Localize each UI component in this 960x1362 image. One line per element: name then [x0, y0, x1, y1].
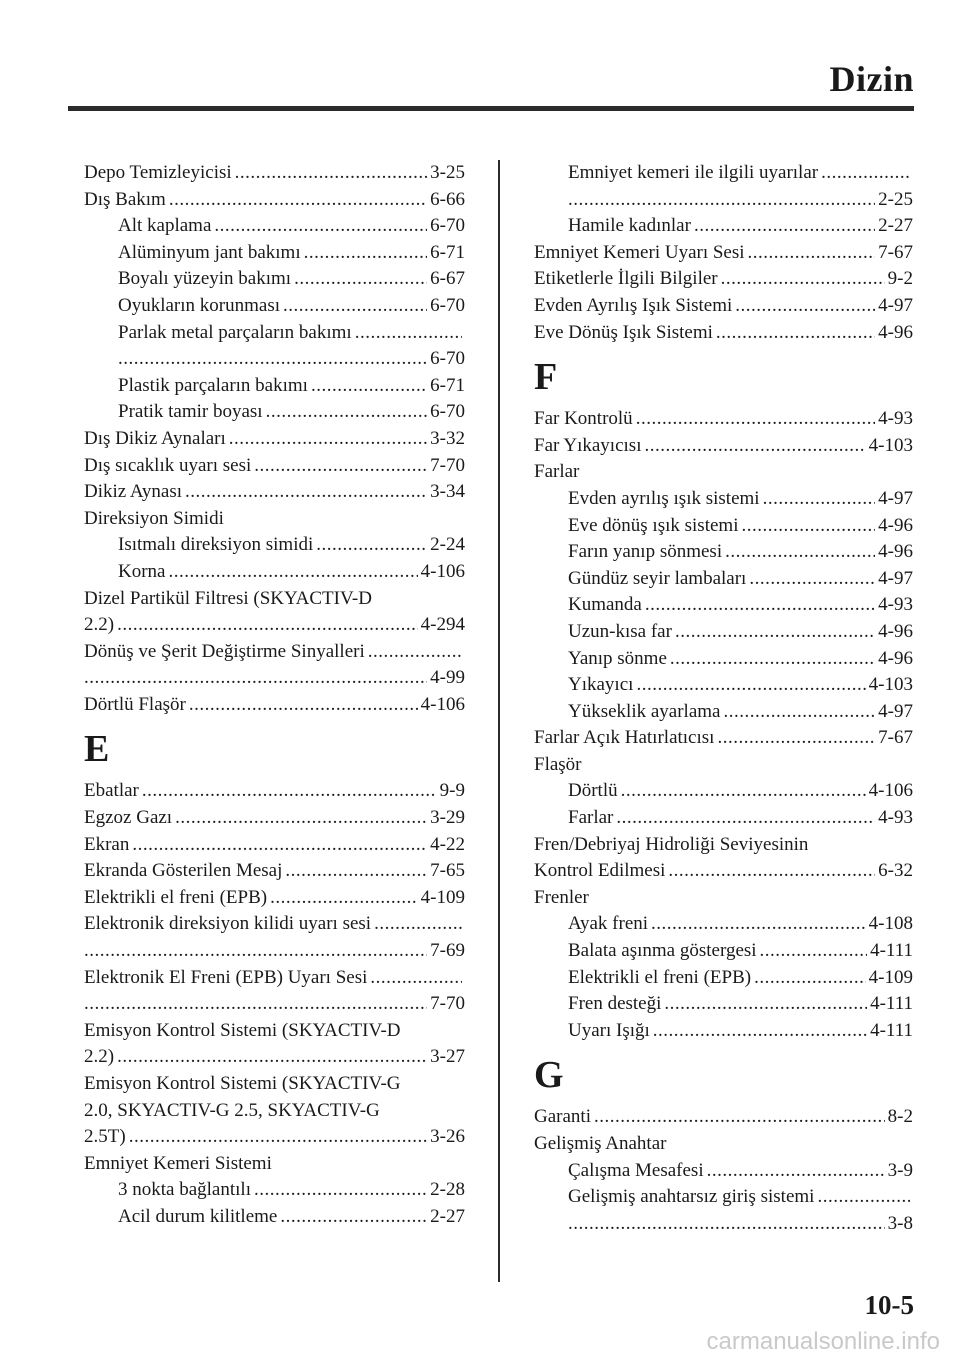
entry-page-ref: 4-96 — [878, 620, 913, 642]
entry-page-ref: 3-8 — [887, 1212, 913, 1234]
dot-leader — [175, 805, 427, 832]
entry-term: Farlar Açık Hatırlatıcısı — [534, 727, 715, 749]
index-entry — [84, 665, 465, 692]
entry-page-ref: 3-25 — [430, 162, 465, 183]
entry-term: Ayak freni — [568, 913, 649, 935]
entry-page-ref: 3-9 — [887, 1159, 913, 1181]
dot-leader — [741, 513, 875, 540]
entry-term: 2.0, SKYACTIV-G 2.5, SKYACTIV-G — [84, 1099, 380, 1121]
dot-leader — [568, 187, 875, 214]
entry-page-ref: 9-2 — [887, 268, 913, 290]
dot-leader — [694, 213, 875, 240]
index-entry — [84, 1044, 465, 1071]
index-entry — [84, 586, 465, 613]
dot-leader — [189, 692, 418, 719]
entry-term: Korna — [118, 560, 166, 582]
dot-leader — [285, 858, 427, 885]
dot-leader — [280, 1204, 427, 1231]
entry-term: Kumanda — [568, 594, 642, 616]
index-subentry — [534, 646, 913, 673]
entry-term: 3 nokta bağlantılı — [118, 1179, 251, 1201]
entry-page-ref: 3-27 — [430, 1046, 465, 1068]
dot-leader — [723, 699, 875, 726]
index-subentry — [534, 187, 913, 214]
dot-leader — [644, 433, 865, 460]
section-letter: F — [534, 356, 558, 399]
dot-leader — [117, 1044, 427, 1071]
entry-term: Kontrol Edilmesi — [534, 860, 666, 882]
entry-page-ref: 4-109 — [868, 966, 913, 988]
dot-leader — [616, 805, 875, 832]
entry-term: Direksiyon Simidi — [84, 507, 224, 529]
entry-term: Ebatlar — [84, 780, 139, 802]
entry-term: Depo Temizleyicisi — [84, 162, 232, 183]
entry-term: Far Kontrolü — [534, 408, 633, 430]
index-subentry — [84, 1177, 465, 1204]
dot-leader — [636, 672, 865, 699]
dot-leader — [668, 858, 875, 885]
entry-page-ref: 4-111 — [870, 993, 913, 1015]
entry-term: Dönüş ve Şerit Değiştirme Sinyalleri — [84, 640, 365, 662]
dot-leader — [235, 160, 428, 187]
dot-leader — [725, 539, 875, 566]
index-entry — [84, 160, 465, 187]
entry-term: Dizel Partikül Filtresi (SKYACTIV-D — [84, 587, 372, 609]
entry-term: Eve dönüş ışık sistemi — [568, 514, 739, 536]
entry-term: Plastik parçaların bakımı — [118, 374, 308, 396]
dot-leader — [118, 346, 427, 373]
index-entry — [534, 240, 913, 267]
index-entry — [534, 266, 913, 293]
dot-leader — [821, 160, 910, 187]
entry-page-ref: 4-96 — [878, 541, 913, 563]
entry-term: Ekranda Gösterilen Mesaj — [84, 860, 283, 882]
index-subentry — [534, 991, 913, 1018]
dot-leader — [266, 399, 428, 426]
entry-page-ref: 4-108 — [868, 913, 913, 935]
dot-leader — [254, 1177, 427, 1204]
index-subentry — [534, 1211, 913, 1238]
index-subentry — [84, 559, 465, 586]
index-entry — [84, 965, 465, 992]
entry-term: Dikiz Aynası — [84, 481, 182, 503]
dot-leader — [168, 559, 417, 586]
entry-term: Yükseklik ayarlama — [568, 700, 721, 722]
index-entry — [84, 1151, 465, 1178]
entry-page-ref: 6-70 — [430, 294, 465, 316]
dot-leader — [636, 406, 875, 433]
entry-term: Uzun-kısa far — [568, 620, 672, 642]
index-subentry — [534, 1018, 913, 1045]
entry-page-ref: 4-111 — [870, 940, 913, 962]
entry-page-ref: 3-29 — [430, 807, 465, 829]
entry-term: Garanti — [534, 1106, 591, 1128]
index-column-right — [534, 160, 913, 1237]
index-subentry — [534, 778, 913, 805]
entry-page-ref: 6-32 — [878, 860, 913, 882]
entry-page-ref: 7-65 — [430, 860, 465, 882]
dot-leader — [304, 240, 428, 267]
dot-leader — [721, 266, 885, 293]
dot-leader — [653, 1018, 867, 1045]
index-entry — [84, 426, 465, 453]
index-entry — [84, 832, 465, 859]
entry-term: Dış Bakım — [84, 188, 166, 210]
index-entry — [84, 911, 465, 938]
section-letter: E — [84, 728, 110, 771]
index-subentry — [84, 532, 465, 559]
index-subentry — [84, 293, 465, 320]
dot-leader — [84, 991, 427, 1018]
index-subentry — [534, 160, 913, 187]
entry-term: Frenler — [534, 886, 589, 908]
entry-term: Uyarı Işığı — [568, 1019, 650, 1041]
dot-leader — [568, 1211, 885, 1238]
entry-page-ref: 4-103 — [868, 674, 913, 696]
entry-page-ref: 7-67 — [878, 727, 913, 749]
entry-term: Çalışma Mesafesi — [568, 1159, 704, 1181]
dot-leader — [675, 619, 875, 646]
page-title: Dizin — [829, 59, 914, 99]
entry-page-ref: 7-70 — [430, 454, 465, 476]
entry-page-ref: 2-27 — [878, 215, 913, 237]
index-subentry — [84, 373, 465, 400]
index-subentry — [534, 486, 913, 513]
entry-term: Emisyon Kontrol Sistemi (SKYACTIV-G — [84, 1073, 401, 1094]
index-subentry — [84, 266, 465, 293]
dot-leader — [270, 885, 418, 912]
index-subentry — [84, 346, 465, 373]
index-entry — [534, 858, 913, 885]
entry-term: Isıtmalı direksiyon simidi — [118, 534, 314, 556]
dot-leader — [717, 725, 875, 752]
entry-page-ref: 4-97 — [878, 294, 913, 316]
entry-page-ref: 7-67 — [878, 241, 913, 263]
entry-page-ref: 3-34 — [430, 481, 465, 503]
entry-term: Acil durum kilitleme — [118, 1205, 278, 1227]
entry-page-ref: 2-25 — [878, 188, 913, 210]
entry-term: 2.5T) — [84, 1126, 126, 1148]
entry-page-ref: 4-97 — [878, 700, 913, 722]
header-rule — [68, 106, 914, 111]
entry-term: Farın yanıp sönmesi — [568, 541, 723, 563]
entry-term: 2.2) — [84, 1046, 115, 1068]
index-entry — [84, 639, 465, 666]
entry-term: Emisyon Kontrol Sistemi (SKYACTIV-D — [84, 1019, 401, 1041]
index-entry — [84, 612, 465, 639]
index-subentry — [534, 213, 913, 240]
index-subentry — [534, 805, 913, 832]
entry-page-ref: 6-71 — [430, 374, 465, 396]
index-subentry — [84, 240, 465, 267]
entry-term: Alt kaplama — [118, 215, 212, 237]
entry-term: 2.2) — [84, 614, 115, 636]
entry-page-ref: 4-109 — [420, 886, 465, 908]
dot-leader — [749, 566, 875, 593]
dot-leader — [763, 486, 876, 513]
dot-leader — [716, 320, 875, 347]
dot-leader — [651, 911, 866, 938]
entry-term: Emniyet Kemeri Sistemi — [84, 1152, 272, 1174]
dot-leader — [142, 778, 437, 805]
index-entry — [84, 453, 465, 480]
dot-leader — [370, 965, 462, 992]
dot-leader — [117, 612, 418, 639]
index-entry — [534, 885, 913, 912]
dot-leader — [316, 532, 427, 559]
index-entry — [534, 406, 913, 433]
entry-page-ref: 4-96 — [878, 647, 913, 669]
dot-leader — [132, 832, 427, 859]
entry-term: Ekran — [84, 833, 130, 855]
entry-page-ref: 6-70 — [430, 215, 465, 237]
dot-leader — [229, 426, 427, 453]
entry-term: Evden Ayrılış Işık Sistemi — [534, 294, 733, 316]
dot-leader — [707, 1158, 885, 1185]
index-entry — [84, 1098, 465, 1125]
entry-page-ref: 7-70 — [430, 993, 465, 1015]
index-entry — [84, 858, 465, 885]
index-subentry — [534, 592, 913, 619]
entry-page-ref: 4-93 — [878, 408, 913, 430]
watermark: carmanualsonline.info — [706, 1328, 940, 1355]
dot-leader — [374, 911, 462, 938]
entry-page-ref: 4-103 — [868, 434, 913, 456]
index-entry — [534, 320, 913, 347]
entry-page-ref: 4-97 — [878, 487, 913, 509]
entry-page-ref: 4-93 — [878, 807, 913, 829]
index-entry — [84, 778, 465, 805]
index-subentry — [84, 320, 465, 347]
entry-term: Balata aşınma göstergesi — [568, 940, 757, 962]
entry-term: Hamile kadınlar — [568, 215, 691, 237]
index-entry — [84, 1124, 465, 1151]
entry-page-ref: 9-9 — [439, 780, 465, 802]
index-entry — [534, 725, 913, 752]
dot-leader — [283, 293, 427, 320]
dot-leader — [670, 646, 875, 673]
entry-page-ref: 4-111 — [870, 1019, 913, 1041]
index-entry — [534, 832, 913, 859]
entry-term: Emniyet kemeri ile ilgili uyarılar — [568, 162, 819, 183]
index-entry — [84, 1018, 465, 1045]
entry-page-ref: 2-28 — [430, 1179, 465, 1201]
dot-leader — [621, 778, 866, 805]
entry-term: Elektrikli el freni (EPB) — [84, 886, 268, 908]
entry-term: Elektronik El Freni (EPB) Uyarı Sesi — [84, 966, 368, 988]
entry-term: Dış Dikiz Aynaları — [84, 427, 226, 449]
entry-term: Dörtlü — [568, 780, 618, 802]
dot-leader — [817, 1184, 910, 1211]
index-entry — [84, 938, 465, 965]
entry-term: Dış sıcaklık uyarı sesi — [84, 454, 252, 476]
index-subentry — [534, 911, 913, 938]
dot-leader — [355, 320, 462, 347]
entry-page-ref: 4-22 — [430, 833, 465, 855]
dot-leader — [754, 965, 866, 992]
entry-page-ref: 2-24 — [430, 534, 465, 556]
entry-page-ref: 4-294 — [420, 614, 465, 636]
index-entry — [534, 293, 913, 320]
page-number: 10-5 — [864, 1290, 914, 1320]
entry-term: Fren/Debriyaj Hidroliği Seviyesinin — [534, 833, 809, 855]
entry-page-ref: 6-71 — [430, 241, 465, 263]
entry-term: Gelişmiş anahtarsız giriş sistemi — [568, 1186, 815, 1208]
entry-page-ref: 4-106 — [420, 693, 465, 715]
index-entry — [534, 433, 913, 460]
dot-leader — [311, 373, 427, 400]
index-entry — [84, 1071, 465, 1098]
entry-page-ref: 4-96 — [878, 514, 913, 536]
dot-leader — [84, 938, 427, 965]
entry-term: Yıkayıcı — [568, 674, 634, 696]
entry-page-ref: 6-70 — [430, 348, 465, 370]
entry-term: Far Yıkayıcısı — [534, 434, 642, 456]
entry-term: Emniyet Kemeri Uyarı Sesi — [534, 241, 745, 263]
entry-page-ref: 8-2 — [887, 1106, 913, 1128]
index-subentry — [534, 1184, 913, 1211]
dot-leader — [735, 293, 875, 320]
entry-page-ref: 4-97 — [878, 567, 913, 589]
index-entry — [534, 459, 913, 486]
index-subentry — [534, 619, 913, 646]
entry-page-ref: 6-67 — [430, 268, 465, 290]
entry-term: Etiketlerle İlgili Bilgiler — [534, 268, 718, 290]
index-subentry — [534, 513, 913, 540]
index-entry — [84, 805, 465, 832]
entry-page-ref: 6-70 — [430, 401, 465, 423]
entry-term: Flaşör — [534, 753, 582, 775]
entry-term: Elektronik direksiyon kilidi uyarı sesi — [84, 913, 372, 935]
index-subentry — [534, 965, 913, 992]
entry-term: Gündüz seyir lambaları — [568, 567, 747, 589]
dot-leader — [368, 639, 462, 666]
index-entry — [84, 991, 465, 1018]
entry-term: Fren desteği — [568, 993, 662, 1015]
entry-term: Pratik tamir boyası — [118, 401, 263, 423]
dot-leader — [84, 665, 427, 692]
entry-page-ref: 3-26 — [430, 1126, 465, 1148]
entry-page-ref: 7-69 — [430, 940, 465, 962]
column-divider — [498, 160, 500, 1282]
entry-term: Alüminyum jant bakımı — [118, 241, 301, 263]
index-entry — [84, 187, 465, 214]
index-subentry — [84, 213, 465, 240]
entry-term: Egzoz Gazı — [84, 807, 173, 829]
dot-leader — [129, 1124, 427, 1151]
dot-leader — [214, 213, 427, 240]
index-entry — [84, 506, 465, 533]
entry-page-ref: 6-66 — [430, 188, 465, 210]
entry-term: Oyukların korunması — [118, 294, 281, 316]
entry-term: Eve Dönüş Işık Sistemi — [534, 321, 713, 343]
entry-term: Boyalı yüzeyin bakımı — [118, 268, 292, 290]
entry-page-ref: 4-106 — [420, 560, 465, 582]
entry-term: Parlak metal parçaların bakımı — [118, 321, 352, 343]
dot-leader — [169, 187, 427, 214]
index-subentry — [534, 566, 913, 593]
entry-page-ref: 4-106 — [868, 780, 913, 802]
section-letter: G — [534, 1054, 564, 1097]
entry-term: Farlar — [534, 461, 580, 483]
index-subentry — [534, 938, 913, 965]
entry-page-ref: 4-96 — [878, 321, 913, 343]
index-subentry — [534, 539, 913, 566]
index-entry — [84, 692, 465, 719]
entry-page-ref: 2-27 — [430, 1205, 465, 1227]
entry-term: Gelişmiş Anahtar — [534, 1133, 667, 1154]
index-entry — [84, 479, 465, 506]
entry-term: Dörtlü Flaşör — [84, 693, 186, 715]
index-entry — [84, 885, 465, 912]
dot-leader — [594, 1104, 885, 1131]
dot-leader — [645, 592, 875, 619]
index-entry — [534, 1104, 913, 1131]
index-column-left — [84, 160, 465, 1231]
entry-term: Farlar — [568, 807, 614, 829]
index-subentry — [534, 1158, 913, 1185]
index-subentry — [84, 399, 465, 426]
dot-leader — [760, 938, 868, 965]
index-subentry — [534, 672, 913, 699]
dot-leader — [664, 991, 867, 1018]
dot-leader — [254, 453, 427, 480]
entry-page-ref: 4-99 — [430, 667, 465, 689]
entry-term: Yanıp sönme — [568, 647, 667, 669]
dot-leader — [748, 240, 876, 267]
entry-term: Elektrikli el freni (EPB) — [568, 966, 752, 988]
entry-page-ref: 4-93 — [878, 594, 913, 616]
entry-page-ref: 3-32 — [430, 427, 465, 449]
index-entry — [534, 1131, 913, 1158]
dot-leader — [185, 479, 427, 506]
index-subentry — [84, 1204, 465, 1231]
index-entry — [534, 752, 913, 779]
dot-leader — [294, 266, 427, 293]
index-subentry — [534, 699, 913, 726]
entry-term: Evden ayrılış ışık sistemi — [568, 487, 760, 509]
